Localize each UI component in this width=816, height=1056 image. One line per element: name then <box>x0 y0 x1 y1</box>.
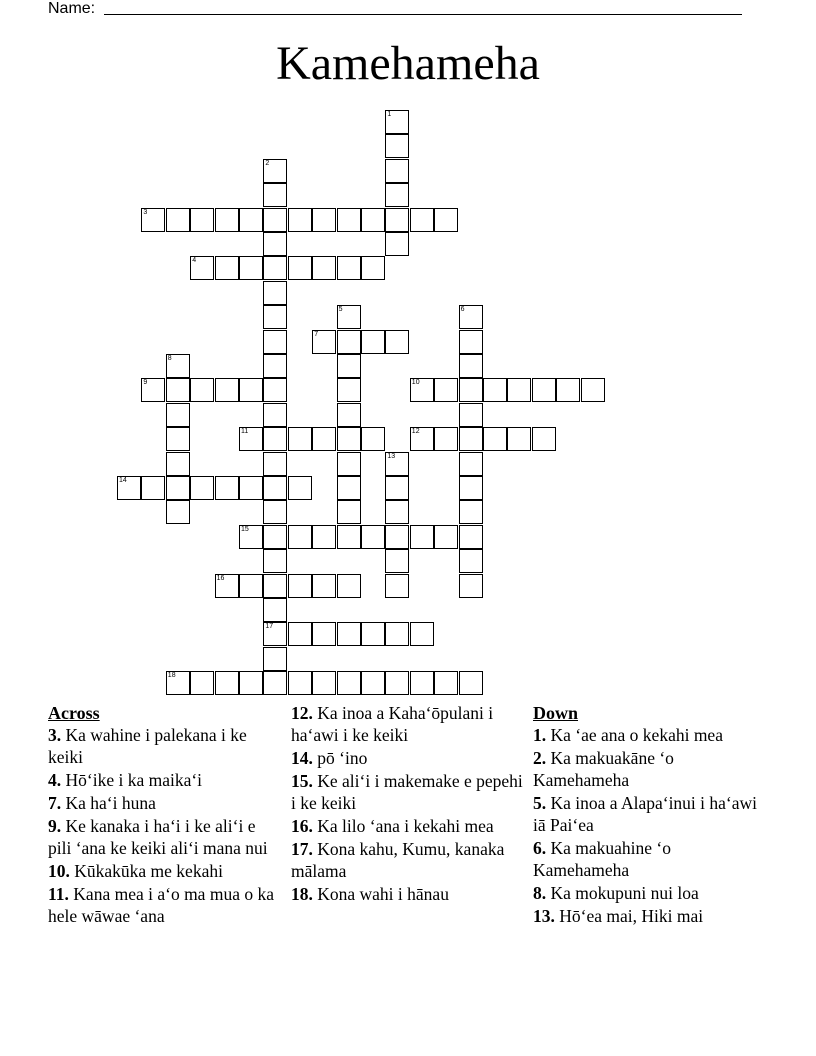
grid-cell[interactable] <box>337 403 361 427</box>
grid-cell[interactable] <box>239 256 263 280</box>
grid-cell[interactable] <box>263 574 287 598</box>
clue-text: Kona kahu, Kumu, kanaka mālama <box>291 839 505 881</box>
grid-cell[interactable] <box>434 671 458 695</box>
clue-num: 18. <box>291 884 313 904</box>
grid-cell[interactable] <box>361 256 385 280</box>
grid-cell[interactable] <box>312 574 336 598</box>
grid-cell[interactable] <box>385 452 409 476</box>
clue-num: 2. <box>533 748 547 768</box>
grid-cell[interactable] <box>385 525 409 549</box>
grid-cell[interactable] <box>459 354 483 378</box>
grid-cell[interactable] <box>263 549 287 573</box>
grid-cell[interactable] <box>166 378 190 402</box>
clue-text: Ke kanaka i haʻi i ke aliʻi e pili ʻana ke keiki aliʻi mana nui <box>48 816 268 858</box>
clue-number: 11 <box>241 428 249 436</box>
grid-cell[interactable] <box>581 378 605 402</box>
grid-cell[interactable] <box>385 549 409 573</box>
clue-num: 3. <box>48 725 62 745</box>
clue-num: 7. <box>48 793 62 813</box>
grid-cell[interactable] <box>483 427 507 451</box>
clue-num: 15. <box>291 771 313 791</box>
grid-cell[interactable] <box>263 500 287 524</box>
clues-column-1 <box>48 702 280 928</box>
grid-cell[interactable] <box>288 476 312 500</box>
grid-cell[interactable] <box>166 208 190 232</box>
clue-text: Kūkakūka me kekahi <box>74 861 223 881</box>
grid-cell[interactable] <box>215 378 239 402</box>
grid-cell[interactable] <box>337 476 361 500</box>
grid-cell[interactable] <box>410 622 434 646</box>
grid-cell[interactable] <box>263 403 287 427</box>
grid-cell[interactable] <box>190 378 214 402</box>
clue-num: 11. <box>48 884 69 904</box>
clue-number: 16 <box>216 574 225 582</box>
clue-num: 12. <box>291 703 313 723</box>
grid-cell[interactable] <box>288 208 312 232</box>
clue-item <box>291 770 523 814</box>
grid-cell[interactable] <box>166 671 190 695</box>
grid-cell[interactable] <box>337 525 361 549</box>
grid-cell[interactable] <box>385 134 409 158</box>
grid-cell[interactable] <box>337 671 361 695</box>
grid-cell[interactable] <box>337 427 361 451</box>
grid-cell[interactable] <box>385 500 409 524</box>
grid-cell[interactable] <box>215 256 239 280</box>
clue-number: 1 <box>387 111 392 118</box>
grid-cell[interactable] <box>385 110 409 134</box>
clue-item <box>48 860 280 882</box>
grid-cell[interactable] <box>337 354 361 378</box>
clue-text: Ka makuahine ʻo Kamehameha <box>533 838 672 880</box>
grid-cell[interactable] <box>459 671 483 695</box>
page-title: Kamehameha <box>276 37 540 90</box>
clue-text: Ka inoa a Kahaʻōpulani i haʻawi i ke keiki <box>291 703 494 745</box>
clue-item <box>291 883 523 905</box>
grid-cell[interactable] <box>385 622 409 646</box>
grid-cell[interactable] <box>507 427 531 451</box>
grid-cell[interactable] <box>459 452 483 476</box>
grid-cell[interactable] <box>361 330 385 354</box>
grid-cell[interactable] <box>239 208 263 232</box>
grid-cell[interactable] <box>190 671 214 695</box>
clue-num: 8. <box>533 883 547 903</box>
grid-cell[interactable] <box>263 598 287 622</box>
grid-cell[interactable] <box>263 622 287 646</box>
grid-cell[interactable] <box>312 671 336 695</box>
grid-cell[interactable] <box>459 549 483 573</box>
grid-cell[interactable] <box>166 452 190 476</box>
grid-cell[interactable] <box>263 427 287 451</box>
clue-item <box>533 724 763 746</box>
grid-cell[interactable] <box>459 476 483 500</box>
grid-cell[interactable] <box>288 671 312 695</box>
grid-cell[interactable] <box>459 403 483 427</box>
clue-text: Hōʻike i ka maikaʻi <box>65 770 203 790</box>
grid-cell[interactable] <box>337 500 361 524</box>
grid-cell[interactable] <box>459 427 483 451</box>
clue-item <box>291 702 523 746</box>
grid-cell[interactable] <box>434 525 458 549</box>
clues-column-3 <box>533 702 763 928</box>
clue-text: Ka makuakāne ʻo Kamehameha <box>533 748 674 790</box>
grid-cell[interactable] <box>361 622 385 646</box>
clue-item <box>291 747 523 769</box>
grid-cell[interactable] <box>263 208 287 232</box>
grid-cell[interactable] <box>312 525 336 549</box>
across-heading: Across <box>48 703 100 723</box>
grid-cell[interactable] <box>385 183 409 207</box>
grid-cell[interactable] <box>215 476 239 500</box>
grid-cell[interactable] <box>410 525 434 549</box>
grid-cell[interactable] <box>239 476 263 500</box>
grid-cell[interactable] <box>239 427 263 451</box>
grid-cell[interactable] <box>459 500 483 524</box>
clue-text: Kona wahi i hānau <box>317 884 449 904</box>
clue-item <box>533 792 763 836</box>
grid-cell[interactable] <box>337 622 361 646</box>
grid-cell[interactable] <box>434 378 458 402</box>
clue-text: Kana mea i aʻo ma mua o ka hele wāwae ʻana <box>48 884 274 926</box>
clue-num: 17. <box>291 839 313 859</box>
clue-item <box>533 882 763 904</box>
clue-num: 6. <box>533 838 547 858</box>
clue-number: 4 <box>192 257 197 265</box>
grid-cell[interactable] <box>385 232 409 256</box>
clue-item <box>291 815 523 837</box>
down-heading: Down <box>533 703 579 723</box>
grid-cell[interactable] <box>263 452 287 476</box>
grid-cell[interactable] <box>385 671 409 695</box>
grid-cell[interactable] <box>337 378 361 402</box>
clue-item <box>48 769 280 791</box>
grid-cell[interactable] <box>166 500 190 524</box>
clue-num: 9. <box>48 816 62 836</box>
clue-item <box>48 792 280 814</box>
clue-item <box>533 837 763 881</box>
grid-cell[interactable] <box>166 403 190 427</box>
clue-text: Ka haʻi huna <box>65 793 156 813</box>
clue-number: 6 <box>460 306 465 314</box>
grid-cell[interactable] <box>239 671 263 695</box>
grid-cell[interactable] <box>166 354 190 378</box>
grid-cell[interactable] <box>190 476 214 500</box>
clue-number: 18 <box>167 672 176 680</box>
clue-text: Ka mokupuni nui loa <box>550 883 699 903</box>
grid-cell[interactable] <box>385 159 409 183</box>
clue-number: 3 <box>143 208 148 216</box>
grid-cell[interactable] <box>337 574 361 598</box>
clue-item <box>48 815 280 859</box>
grid-cell[interactable] <box>337 208 361 232</box>
clue-item <box>291 838 523 882</box>
clue-text: pō ʻino <box>317 748 368 768</box>
grid-cell[interactable] <box>141 208 165 232</box>
grid-cell[interactable] <box>312 256 336 280</box>
grid-cell[interactable] <box>361 671 385 695</box>
grid-cell[interactable] <box>556 378 580 402</box>
grid-cell[interactable] <box>361 427 385 451</box>
clue-text: Ka ʻae ana o kekahi mea <box>550 725 723 745</box>
grid-cell[interactable] <box>263 671 287 695</box>
clue-number: 7 <box>314 330 319 338</box>
clue-num: 4. <box>48 770 62 790</box>
grid-cell[interactable] <box>215 574 239 598</box>
clue-num: 13. <box>533 906 555 926</box>
clue-number: 5 <box>338 306 343 314</box>
grid-cell[interactable] <box>410 378 434 402</box>
grid-cell[interactable] <box>141 476 165 500</box>
grid-cell[interactable] <box>410 208 434 232</box>
grid-cell[interactable] <box>166 427 190 451</box>
grid-cell[interactable] <box>166 476 190 500</box>
grid-cell[interactable] <box>215 208 239 232</box>
grid-cell[interactable] <box>361 208 385 232</box>
grid-cell[interactable] <box>215 671 239 695</box>
grid-cell[interactable] <box>117 476 141 500</box>
clue-item <box>48 724 280 768</box>
clue-text: Hōʻea mai, Hiki mai <box>559 906 704 926</box>
grid-cell[interactable] <box>337 256 361 280</box>
clue-text: Ka wahine i palekana i ke keiki <box>48 725 247 767</box>
grid-cell[interactable] <box>337 305 361 329</box>
grid-cell[interactable] <box>263 378 287 402</box>
grid-cell[interactable] <box>312 427 336 451</box>
grid-cell[interactable] <box>288 427 312 451</box>
grid-cell[interactable] <box>239 574 263 598</box>
grid-cell[interactable] <box>190 208 214 232</box>
grid-cell[interactable] <box>459 330 483 354</box>
grid-cell[interactable] <box>532 378 556 402</box>
grid-cell[interactable] <box>385 574 409 598</box>
grid-cell[interactable] <box>385 330 409 354</box>
grid-cell[interactable] <box>263 256 287 280</box>
grid-cell[interactable] <box>141 378 165 402</box>
grid-cell[interactable] <box>263 305 287 329</box>
grid-cell[interactable] <box>190 256 214 280</box>
grid-cell[interactable] <box>263 330 287 354</box>
grid-cell[interactable] <box>361 525 385 549</box>
grid-cell[interactable] <box>263 232 287 256</box>
clue-text: Ka inoa a Alapaʻinui i haʻawi iā Paiʻea <box>533 793 758 835</box>
grid-cell[interactable] <box>263 525 287 549</box>
clue-number: 8 <box>167 355 172 362</box>
grid-cell[interactable] <box>239 525 263 549</box>
clue-num: 10. <box>48 861 70 881</box>
grid-cell[interactable] <box>263 647 287 671</box>
grid-cell[interactable] <box>434 208 458 232</box>
grid-cell[interactable] <box>410 671 434 695</box>
grid-cell[interactable] <box>263 476 287 500</box>
clue-number: 17 <box>265 623 274 631</box>
grid-cell[interactable] <box>263 281 287 305</box>
grid-cell[interactable] <box>385 208 409 232</box>
grid-cell[interactable] <box>312 330 336 354</box>
grid-cell[interactable] <box>288 622 312 646</box>
clue-item <box>533 905 763 927</box>
clue-number: 2 <box>265 159 270 167</box>
clues-column-2 <box>291 702 523 906</box>
grid-cell[interactable] <box>434 427 458 451</box>
grid-cell[interactable] <box>312 622 336 646</box>
clue-num: 16. <box>291 816 313 836</box>
grid-cell[interactable] <box>263 354 287 378</box>
grid-cell[interactable] <box>459 305 483 329</box>
grid-cell[interactable] <box>483 378 507 402</box>
grid-cell[interactable] <box>288 574 312 598</box>
clue-num: 5. <box>533 793 547 813</box>
clue-number: 9 <box>143 379 148 387</box>
clue-number: 15 <box>241 525 249 533</box>
clue-text: Ka lilo ʻana i kekahi mea <box>317 816 494 836</box>
grid-cell[interactable] <box>410 427 434 451</box>
clue-item <box>48 883 280 927</box>
grid-cell[interactable] <box>337 330 361 354</box>
clue-text: Ke aliʻi i makemake e pepehi i ke keiki <box>291 771 523 813</box>
grid-cell[interactable] <box>532 427 556 451</box>
grid-cell[interactable] <box>288 525 312 549</box>
grid-cell[interactable] <box>337 452 361 476</box>
grid-cell[interactable] <box>459 525 483 549</box>
clue-number: 14 <box>119 477 127 484</box>
grid-cell[interactable] <box>288 256 312 280</box>
grid-cell[interactable] <box>507 378 531 402</box>
grid-cell[interactable] <box>385 476 409 500</box>
grid-cell[interactable] <box>459 378 483 402</box>
clue-number: 10 <box>411 379 420 387</box>
grid-cell[interactable] <box>312 208 336 232</box>
clue-number: 13 <box>387 452 396 460</box>
name-label: Name: <box>48 0 96 17</box>
clue-num: 14. <box>291 748 313 768</box>
grid-cell[interactable] <box>459 574 483 598</box>
clue-item <box>533 747 763 791</box>
clue-num: 1. <box>533 725 547 745</box>
grid-cell[interactable] <box>263 159 287 183</box>
clue-number: 12 <box>411 428 420 436</box>
grid-cell[interactable] <box>239 378 263 402</box>
grid-cell[interactable] <box>263 183 287 207</box>
